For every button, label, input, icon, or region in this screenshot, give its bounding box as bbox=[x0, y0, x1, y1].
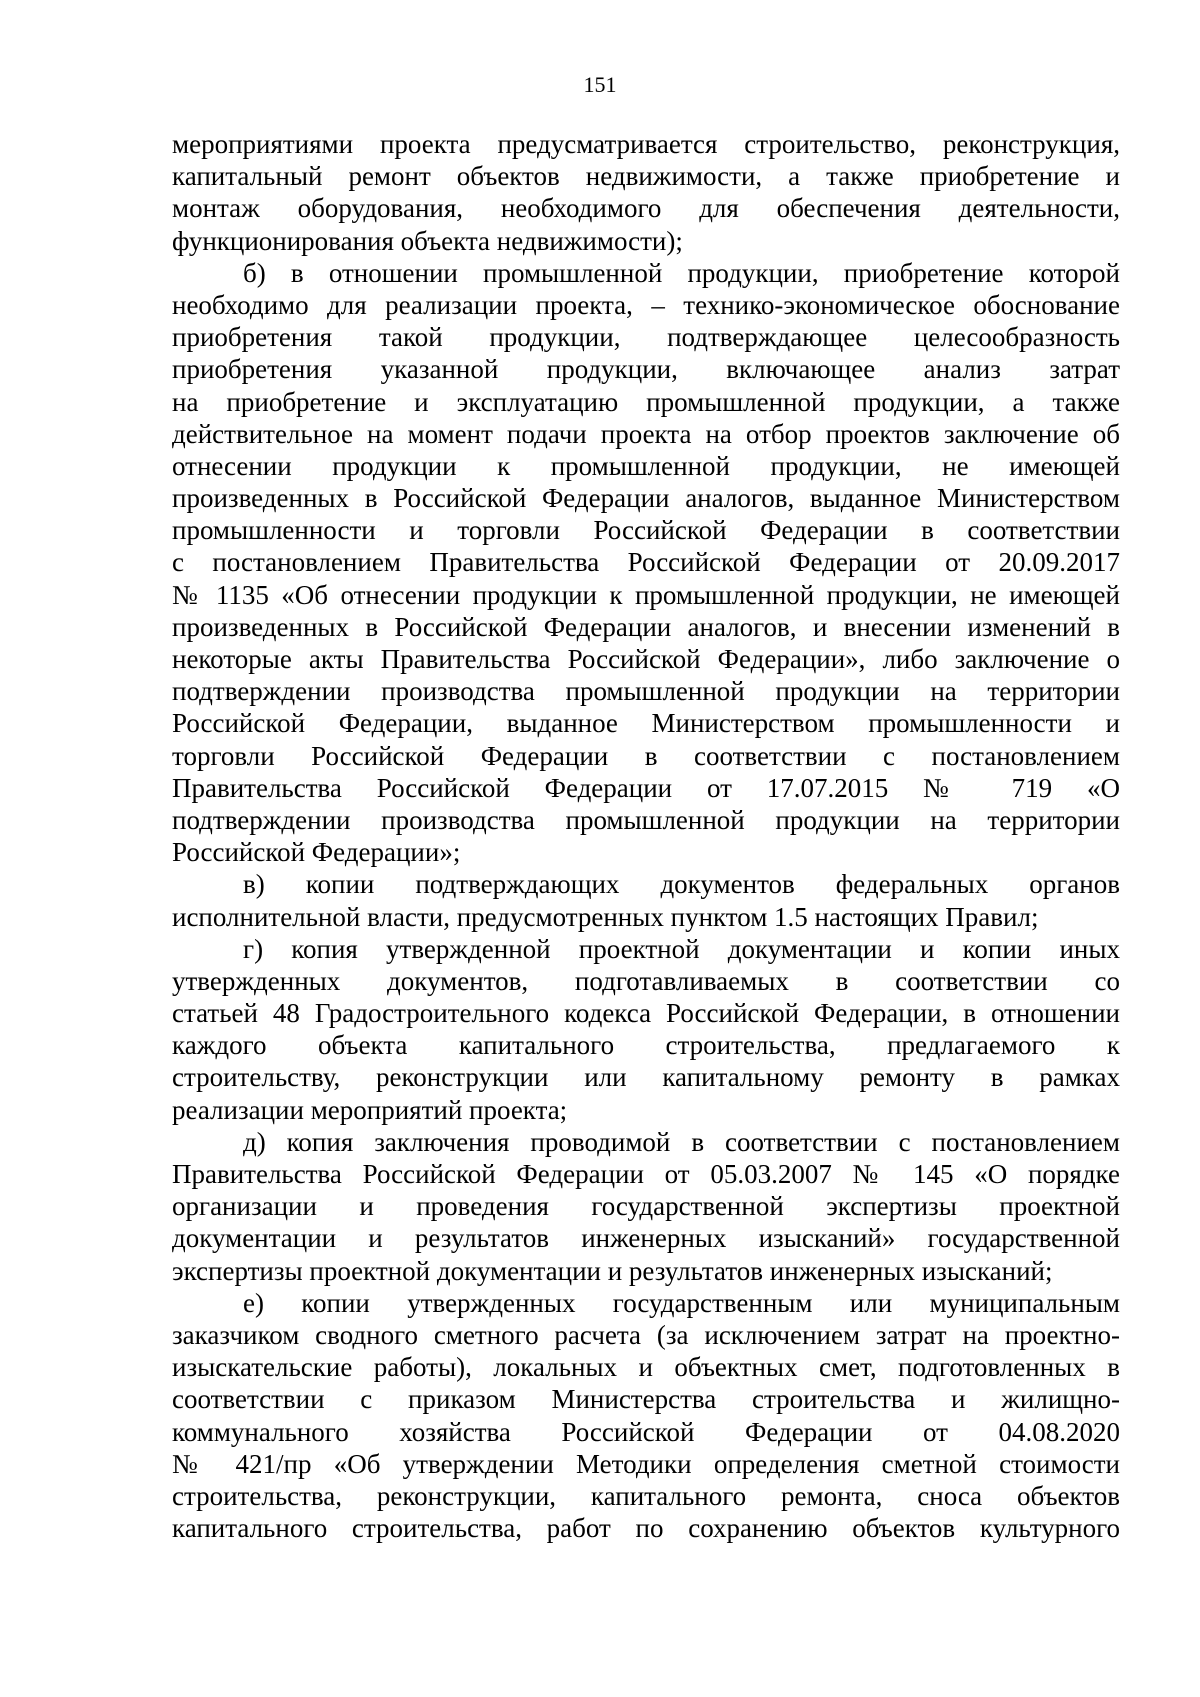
text-line: Российской Федерации»; bbox=[172, 837, 461, 868]
text-line: на приобретение и эксплуатацию промышленной продукции, а также bbox=[172, 386, 1120, 417]
text-line: приобретения указанной продукции, включающее анализ затрат bbox=[172, 354, 1120, 385]
text-line: утвержденных документов, подготавливаемых в соответствии со bbox=[172, 965, 1120, 996]
text-line: подтверждении производства промышленной продукции на территории bbox=[172, 676, 1120, 707]
text-line: монтаж оборудования, необходимого для обеспечения деятельности, bbox=[172, 193, 1120, 224]
text-line: документации и результатов инженерных изысканий» государственной bbox=[172, 1223, 1120, 1254]
text-line: произведенных в Российской Федерации аналогов, выданное Министерством bbox=[172, 483, 1120, 514]
text-line: экспертизы проектной документации и результатов инженерных изысканий; bbox=[172, 1255, 1053, 1286]
document-body bbox=[172, 128, 1120, 1544]
text-line: отнесении продукции к промышленной продукции, не имеющей bbox=[172, 450, 1120, 481]
text-line: Российской Федерации, выданное Министерством промышленности и bbox=[172, 708, 1120, 739]
text-line: е) копии утвержденных государственным или муниципальным bbox=[243, 1287, 1120, 1318]
text-line: некоторые акты Правительства Российской Федерации», либо заключение о bbox=[172, 644, 1120, 674]
text-line: торговли Российской Федерации в соответствии с постановлением bbox=[172, 740, 1120, 771]
text-line: реализации мероприятий проекта; bbox=[172, 1094, 568, 1125]
text-line: исполнительной власти, предусмотренных пунктом 1.5 настоящих Правил; bbox=[172, 901, 1039, 932]
text-line: организации и проведения государственной экспертизы проектной bbox=[172, 1191, 1120, 1222]
text-line: статьей 48 Градостроительного кодекса Российской Федерации, в отношении bbox=[172, 998, 1120, 1029]
text-line: изыскательские работы), локальных и объектных смет, подготовленных в bbox=[172, 1352, 1120, 1383]
text-line: строительства, реконструкции, капитального ремонта, сноса объектов bbox=[172, 1480, 1120, 1511]
text-line: капитального строительства, работ по сохранению объектов культурного bbox=[172, 1513, 1120, 1544]
text-line: № 1135 «Об отнесении продукции к промышленной продукции, не имеющей bbox=[172, 579, 1120, 610]
text-line: Правительства Российской Федерации от 17.07.2015 № 719 «О bbox=[172, 772, 1120, 803]
text-line: произведенных в Российской Федерации аналогов, и внесении изменений в bbox=[172, 611, 1120, 642]
text-line: с постановлением Правительства Российской Федерации от 20.09.2017 bbox=[172, 547, 1120, 578]
text-line: приобретения такой продукции, подтверждающее целесообразность bbox=[172, 322, 1120, 353]
text-line: мероприятиями проекта предусматривается строительство, реконструкция, bbox=[172, 129, 1120, 159]
text-line: действительное на момент подачи проекта на отбор проектов заключение об bbox=[172, 418, 1120, 449]
text-line: Правительства Российской Федерации от 05.03.2007 № 145 «О порядке bbox=[172, 1159, 1120, 1189]
text-line: соответствии с приказом Министерства строительства и жилищно- bbox=[172, 1384, 1120, 1415]
text-line: г) копия утвержденной проектной документации и копии иных bbox=[243, 933, 1120, 964]
text-line: промышленности и торговли Российской Федерации в соответствии bbox=[172, 515, 1120, 546]
text-line: подтверждении производства промышленной продукции на территории bbox=[172, 804, 1120, 835]
page-number: 151 bbox=[583, 72, 617, 97]
text-line: б) в отношении промышленной продукции, приобретение которой bbox=[243, 257, 1120, 288]
text-line: функционирования объекта недвижимости); bbox=[172, 225, 683, 256]
text-line: каждого объекта капитального строительства, предлагаемого к bbox=[172, 1030, 1120, 1061]
text-line: необходимо для реализации проекта, – технико-экономическое обоснование bbox=[172, 289, 1120, 320]
text-line: строительству, реконструкции или капитальному ремонту в рамках bbox=[172, 1062, 1120, 1093]
text-line: в) копии подтверждающих документов федеральных органов bbox=[243, 869, 1120, 900]
text-line: д) копия заключения проводимой в соответствии с постановлением bbox=[243, 1126, 1120, 1157]
text-line: капитальный ремонт объектов недвижимости, а также приобретение и bbox=[172, 161, 1120, 192]
text-line: № 421/пр «Об утверждении Методики определения сметной стоимости bbox=[172, 1448, 1120, 1479]
text-line: коммунального хозяйства Российской Федерации от 04.08.2020 bbox=[172, 1416, 1120, 1447]
text-line: заказчиком сводного сметного расчета (за исключением затрат на проектно- bbox=[172, 1319, 1120, 1350]
